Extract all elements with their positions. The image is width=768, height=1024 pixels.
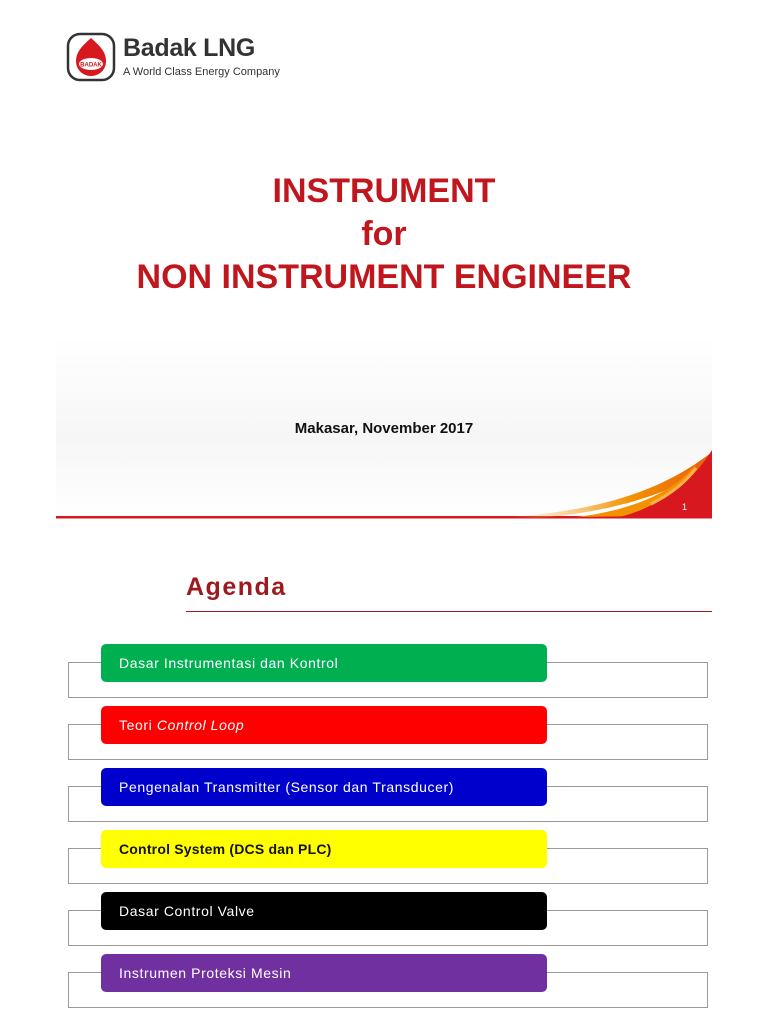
agenda-item-label: Instrumen Proteksi Mesin <box>119 965 292 981</box>
agenda-item <box>101 892 547 930</box>
logo-tagline: A World Class Energy Company <box>123 66 280 78</box>
title-line-2: for <box>361 215 407 253</box>
agenda-item <box>101 644 547 682</box>
page-number: 1 <box>682 502 688 512</box>
agenda-item <box>101 706 547 744</box>
agenda-item-label: Teori <box>119 717 153 733</box>
logo-name: Badak LNG <box>123 34 256 62</box>
slide-subtitle: Makasar, November 2017 <box>294 420 474 437</box>
title-line-1: INSTRUMENT <box>272 172 496 210</box>
agenda-heading: Agenda <box>186 573 287 601</box>
agenda-item-italic: Control Loop <box>156 717 245 733</box>
agenda-item-label: Control System (DCS dan PLC) <box>119 841 332 857</box>
agenda-item <box>101 768 547 806</box>
agenda-item-label: Dasar Control Valve <box>119 903 255 919</box>
agenda-item-label: Dasar Instrumentasi dan Kontrol <box>119 655 339 671</box>
svg-text:BADAK: BADAK <box>80 62 102 69</box>
agenda-item <box>101 954 547 992</box>
agenda-item <box>101 830 547 868</box>
agenda-item-label: Pengenalan Transmitter (Sensor dan Transducer) <box>119 779 454 795</box>
title-line-3: NON INSTRUMENT ENGINEER <box>136 258 632 296</box>
